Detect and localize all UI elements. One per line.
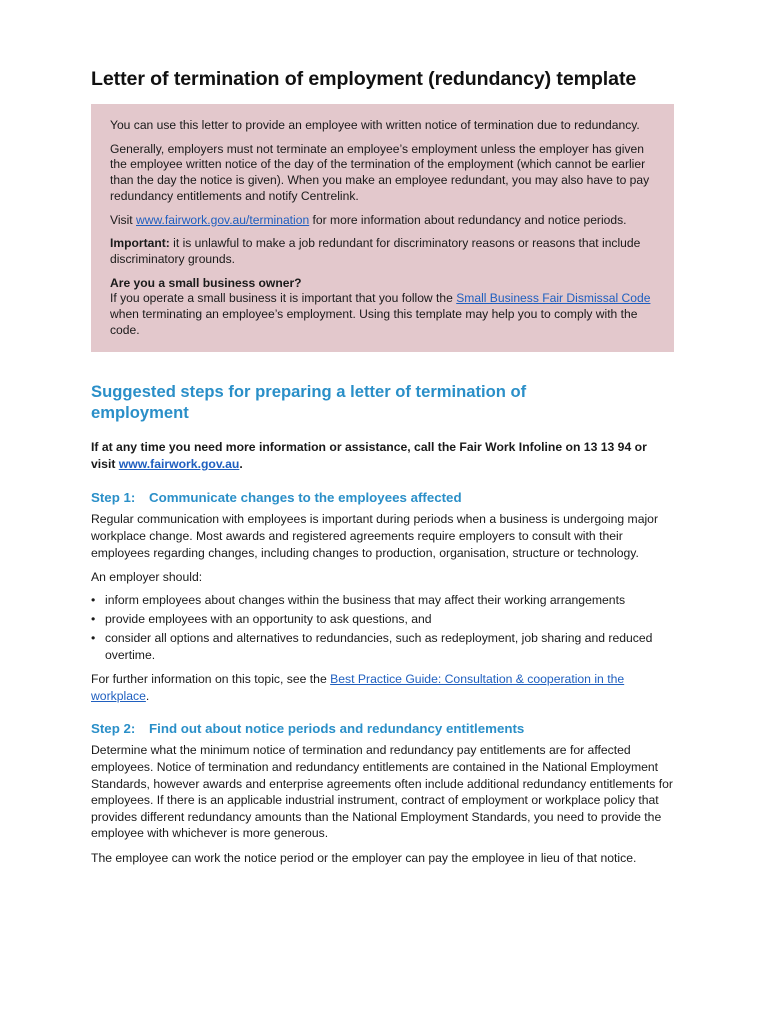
step-number: Step 2:	[91, 721, 136, 737]
step-2-section	[91, 720, 674, 866]
text: For further information on this topic, see the	[91, 672, 331, 687]
step-heading	[91, 489, 674, 507]
bullet-list	[91, 592, 674, 663]
body-paragraph: An employer should:	[91, 570, 203, 585]
section-heading: Suggested steps for preparing a letter of termination of employment	[91, 382, 527, 423]
step-title: Communicate changes to the employees affected	[149, 490, 462, 506]
text: when terminating an employee’s employment. Using this template may help you to comply with the code.	[110, 307, 638, 337]
small-business-code-link[interactable]: Small Business Fair Dismissal Code	[456, 291, 651, 306]
callout-paragraph	[110, 236, 654, 267]
list-item: • inform employees about changes within the business that may affect their working arrangements	[91, 592, 674, 609]
fairwork-link[interactable]: www.fairwork.gov.au	[118, 456, 240, 471]
step-1-section	[91, 489, 674, 704]
text: it is unlawful to make a job redundant for discriminatory reasons or reasons that include discriminatory grounds.	[110, 236, 641, 266]
list-item: • provide employees with an opportunity to ask questions, and	[91, 611, 674, 628]
body-paragraph: Determine what the minimum notice of termination and redundancy pay entitlements are for affected employees. Notice of termination and redundancy entitlements are contained in the National Employment Standards, however awards and enterprise agreements often include additional redundancy entitlements for employees. If there is an applicable industrial instrument, contract of employment or workplace policy that provides different redundancy amounts than the National Employment Standards, you need to provide the employee with whichever is more generous.	[91, 743, 673, 841]
small-business-heading: Are you a small business owner?	[110, 275, 302, 290]
text: If you operate a small business it is important that you follow the	[110, 291, 457, 306]
body-paragraph: The employee can work the notice period or the employer can pay the employee in lieu of that notice.	[91, 850, 637, 865]
list-item: • consider all options and alternatives to redundancies, such as redeployment, job sharing and reduced overtime.	[91, 630, 674, 663]
text: for more information about redundancy and notice periods.	[309, 212, 627, 227]
info-callout	[91, 104, 674, 352]
page-title: Letter of termination of employment (redundancy) template	[91, 68, 637, 90]
callout-paragraph: You can use this letter to provide an employee with written notice of termination due to redundancy.	[110, 118, 640, 132]
text: If at any time you need more information or assistance, call the Fair Work Infoline on 13 13 94 or visit	[91, 440, 647, 471]
step-number: Step 1:	[91, 490, 136, 506]
step-heading	[91, 720, 674, 738]
callout-paragraph	[110, 213, 654, 229]
text: .	[145, 688, 150, 703]
intro-paragraph	[91, 439, 674, 472]
body-paragraph	[91, 671, 674, 704]
step-title: Find out about notice periods and redundancy entitlements	[149, 721, 525, 737]
text: .	[239, 456, 243, 471]
important-label: Important:	[110, 236, 170, 251]
body-paragraph: Regular communication with employees is important during periods when a business is undergoing major workplace change. Most awards and registered agreements require employers to consult with their employees regarding changes, including changes to production, organisation, structure or technology.	[91, 512, 659, 560]
best-practice-guide-link[interactable]: Best Practice Guide: Consultation & cooperation in the workplace	[91, 672, 625, 703]
callout-paragraph: Generally, employers must not terminate an employee’s employment unless the employer has given the employee written notice of the day of the termination of the employment (which cannot be earlier than the day the notice is given). When you make an employee redundant, you may also have to pay redundancy entitlements and notify Centrelink.	[110, 141, 650, 203]
callout-paragraph	[110, 276, 654, 339]
text: Visit	[110, 212, 136, 227]
fairwork-termination-link[interactable]: www.fairwork.gov.au/termination	[136, 212, 310, 227]
